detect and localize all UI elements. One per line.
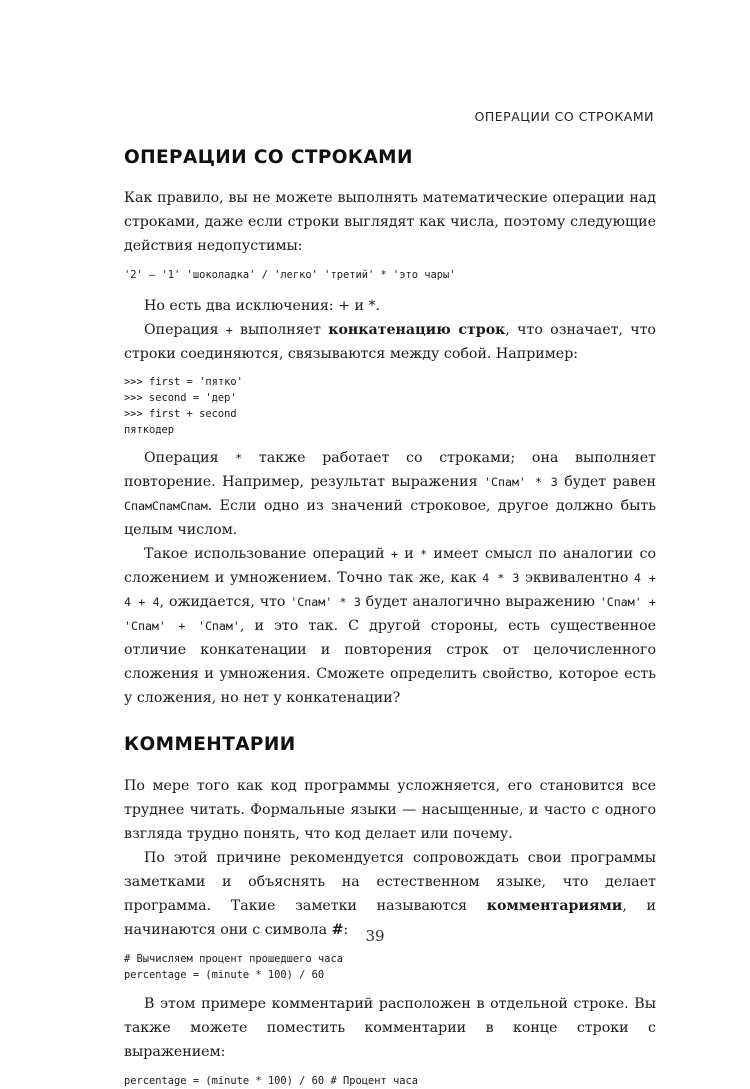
term-concatenation: конкатенацию строк <box>328 322 506 338</box>
section-heading-comments: КОММЕНТАРИИ <box>124 734 296 755</box>
term-comments: комментариями <box>486 898 623 914</box>
paragraph-intro: Как правило, вы не можете выполнять математические операции над строками, даже если строки выглядят как числа, поэтому следующие действия недопустимы: <box>124 190 656 254</box>
page-content <box>124 146 656 1089</box>
paragraph-comments-intro: По мере того как код программы усложняется, его становится все труднее читать. Формальные языки — насыщенные, и часто с одного взгляда трудно понять, что код делает или почему. <box>124 778 656 842</box>
paragraph-repetition: Операция * также работает со строками; она выполняет повторение. Например, результат выражения 'Спам' * 3 будет равен СпамСпамСпам. Если одно из значений строковое, другое должно быть целым числом. <box>124 450 656 538</box>
paragraph-concatenation: Операция + выполняет конкатенацию строк, что означает, что строки соединяются, связываются между собой. Например: <box>124 322 656 362</box>
page-number: 39 <box>365 927 385 945</box>
code-block-invalid-ops: '2' – '1' 'шоколадка' / 'легко' 'третий' * 'это чары' <box>124 269 456 281</box>
running-header: ОПЕРАЦИИ СО СТРОКАМИ <box>474 109 654 124</box>
code-block-concat-example: >>> first = 'пятко' >>> second = 'дер' >>> first + second пяткодер <box>124 376 243 436</box>
paragraph-analogy: Такое использование операций + и * имеет смысл по аналогии со сложением и умножением. Точно так же, как 4 * 3 эквивалентно 4 + 4 + 4, ожидается, что 'Спам' * 3 будет аналогично выражению 'Спам' + 'Спам' + 'Спам', и это так. С другой стороны, есть существенное отличие конкатенации и повторения строк от целочисленного сложения и умножения. Сможете определить свойство, которое есть у сложения, но нет у конкатенации? <box>124 546 657 706</box>
section-heading-string-operations: ОПЕРАЦИИ СО СТРОКАМИ <box>124 147 413 168</box>
paragraph-inline-comment: В этом примере комментарий расположен в отдельной строке. Вы также можете поместить комментарии в конце строки с выражением: <box>124 996 656 1060</box>
paragraph-comments-reason: По этой причине рекомендуется сопровождать свои программы заметками и объяснять на естественном языке, что делает программа. Такие заметки называются комментариями, и начинаются они с символа #: <box>124 850 656 938</box>
code-block-comment-line: # Вычисляем процент прошедшего часа percentage = (minute * 100) / 60 <box>124 953 343 981</box>
paragraph-exceptions: Но есть два исключения: + и *. <box>144 298 381 314</box>
code-block-inline-comment: percentage = (minute * 100) / 60 # Процент часа <box>124 1075 419 1087</box>
